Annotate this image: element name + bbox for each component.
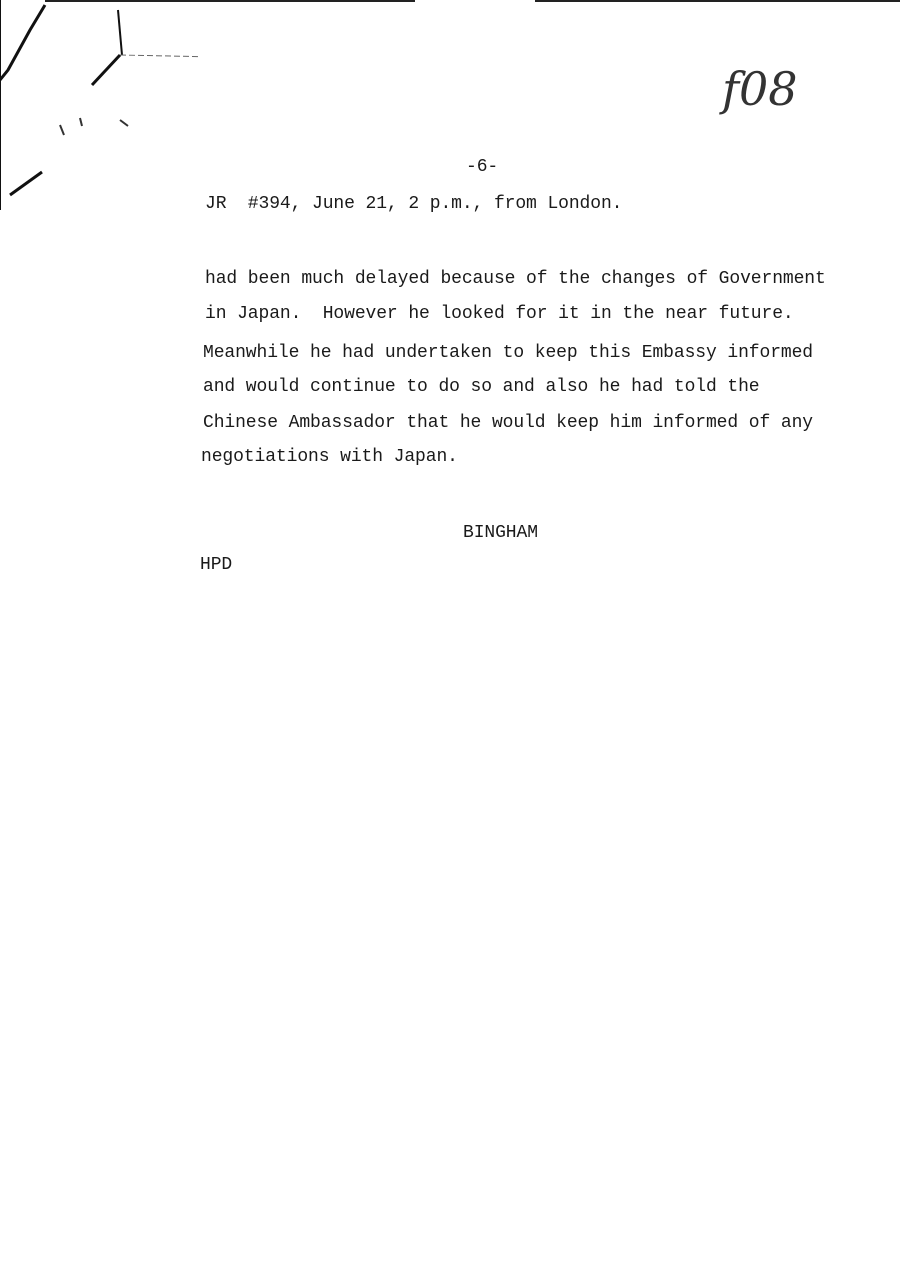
body-line: had been much delayed because of the changes of Government xyxy=(205,269,826,289)
signature: BINGHAM xyxy=(463,523,538,543)
telegram-header: JR #394, June 21, 2 p.m., from London. xyxy=(205,194,623,214)
body-line: and would continue to do so and also he had told the xyxy=(203,377,760,397)
scan-edge-line xyxy=(535,0,900,2)
initials: HPD xyxy=(200,555,233,575)
body-line: Meanwhile he had undertaken to keep this Embassy informed xyxy=(203,343,814,363)
body-line: in Japan. However he looked for it in the near future. xyxy=(205,304,794,324)
folio-number-handwritten: f08 xyxy=(722,62,798,116)
body-line: negotiations with Japan. xyxy=(201,447,458,467)
body-line: Chinese Ambassador that he would keep him informed of any xyxy=(203,413,814,433)
page-number: -6- xyxy=(466,157,499,177)
scan-margin-marks xyxy=(0,0,200,210)
